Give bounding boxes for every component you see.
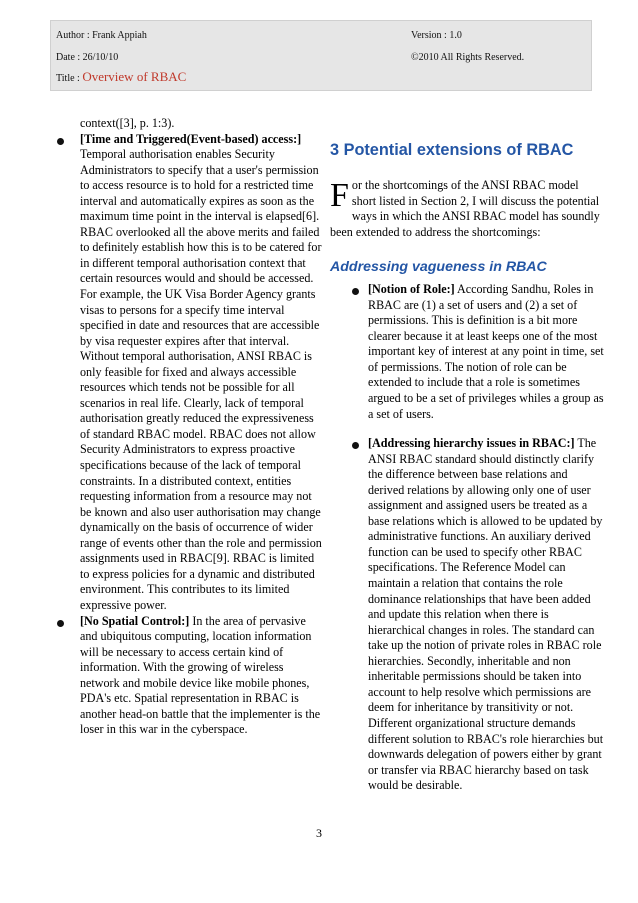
list-item-time-triggered <box>55 132 323 614</box>
document-header <box>50 20 592 91</box>
header-copyright: ©2010 All Rights Reserved. <box>411 52 525 63</box>
item-text: The ANSI RBAC standard should distinctly clarify the difference between base relations and derived relations by allowing only one of user assignment and assigned users be treated as a base relations which is allowed to be updated by administrative functions. An auxiliary derived function can be used to specify other RBAC specifications. The Reference Model can maintain a relation that contains the role dominance relationships that have been added and update this relation when there is hierarchical changes in roles. The standard can take up the notion of private roles in RBAC role hierarchies. Secondly, inheritable and non inheritable permissions should be taken into account to help resolve which permissions are deem for inheritance by transitivity or not. Different organizational structure demands different solution to RBAC's role hierarchies but downwards delegation of powers either by grant or transfer via RBAC hierarchy based on task would be desirable. <box>368 436 604 793</box>
left-column <box>55 116 323 738</box>
bullet-icon <box>57 620 64 627</box>
right-column <box>330 140 605 794</box>
header-title-value: Overview of RBAC <box>82 69 187 84</box>
intro-text: or the shortcomings of the ANSI RBAC model short listed in Section 2, I will discuss the potential ways in which the ANSI RBAC model has soundly been extended to address the shortcomings: <box>330 178 600 239</box>
header-version: Version : 1.0 <box>411 30 462 41</box>
bullet-icon <box>352 288 359 295</box>
intro-paragraph <box>330 178 605 240</box>
item-text: In the area of pervasive and ubiquitous computing, location information will be necessary to access certain kind of information. With the growing of wireless network and mobile device like mobile phones, PDA's etc. Spatial representation in RBAC is another head-on battle that the implementer is the loser in this war in the cyberspace. <box>80 613 321 737</box>
drop-cap: F <box>330 177 349 214</box>
item-heading: [Notion of Role:] <box>368 282 455 297</box>
bullet-icon <box>352 442 359 449</box>
item-heading: [No Spatial Control:] <box>80 613 190 628</box>
subsection-title: Addressing vagueness in RBAC <box>330 259 547 276</box>
item-heading: [Time and Triggered(Event-based) access:] <box>80 131 302 146</box>
continuation-text: context([3], p. 1:3). <box>80 116 175 130</box>
list-item-no-spatial-control <box>55 614 323 738</box>
list-item-notion-of-role <box>330 282 605 422</box>
item-heading: [Addressing hierarchy issues in RBAC:] <box>368 436 575 451</box>
item-text: According Sandhu, Roles in RBAC are (1) a set of users and (2) a set of permissions. This is definition is a bit more clearer because it at least keeps one of the most important key of interest at any point in time, set of permissions. The notion of role can be extended to include that a role is sometimes argued to be a set of privileges whiles a group as a set of users. <box>368 282 604 421</box>
bullet-icon <box>57 138 64 145</box>
page-number: 3 <box>316 826 322 840</box>
list-item-hierarchy-issues <box>330 436 605 794</box>
header-title <box>56 69 186 85</box>
section-title: 3 Potential extensions of RBAC <box>330 141 574 159</box>
header-author: Author : Frank Appiah <box>56 30 147 41</box>
item-text: Temporal authorisation enables Security Administrators to specify that a user's permission to access resource is to hold for a restricted time interval and automatically expires as soon as the maximum time point in the interval is elapsed[6]. RBAC overlooked all the above merits and failed to definitely establish how this is to be catered for in different temporal authorisation context that certain resources would and should be accessed. For example, the UK Visa Border Agency grants visas to persons for a specify time interval specified in date and resources that are accessible by visa requester expires after that interval. Without temporal authorisation, ANSI RBAC is only feasible for fixed and always accessible resources which tends not be possible for all scenarios in real life. Clearly, lack of temporal authorisation greatly reduced the expressiveness of standard RBAC model. RBAC does not allow Security Administrators to express proactive specifications because of the lack of temporal constraints. In a distributed context, entities requesting information from a resource may not be known and also user authorisation may change dynamically on the basis of occurrence of wider range of events other than the role and permission assignments used in RBAC[9]. RBAC is limited to express policies for a dynamic and distributed environment. This contributes to its limited expressive power. <box>80 147 322 612</box>
header-title-label: Title : <box>56 73 80 84</box>
header-date: Date : 26/10/10 <box>56 52 119 63</box>
